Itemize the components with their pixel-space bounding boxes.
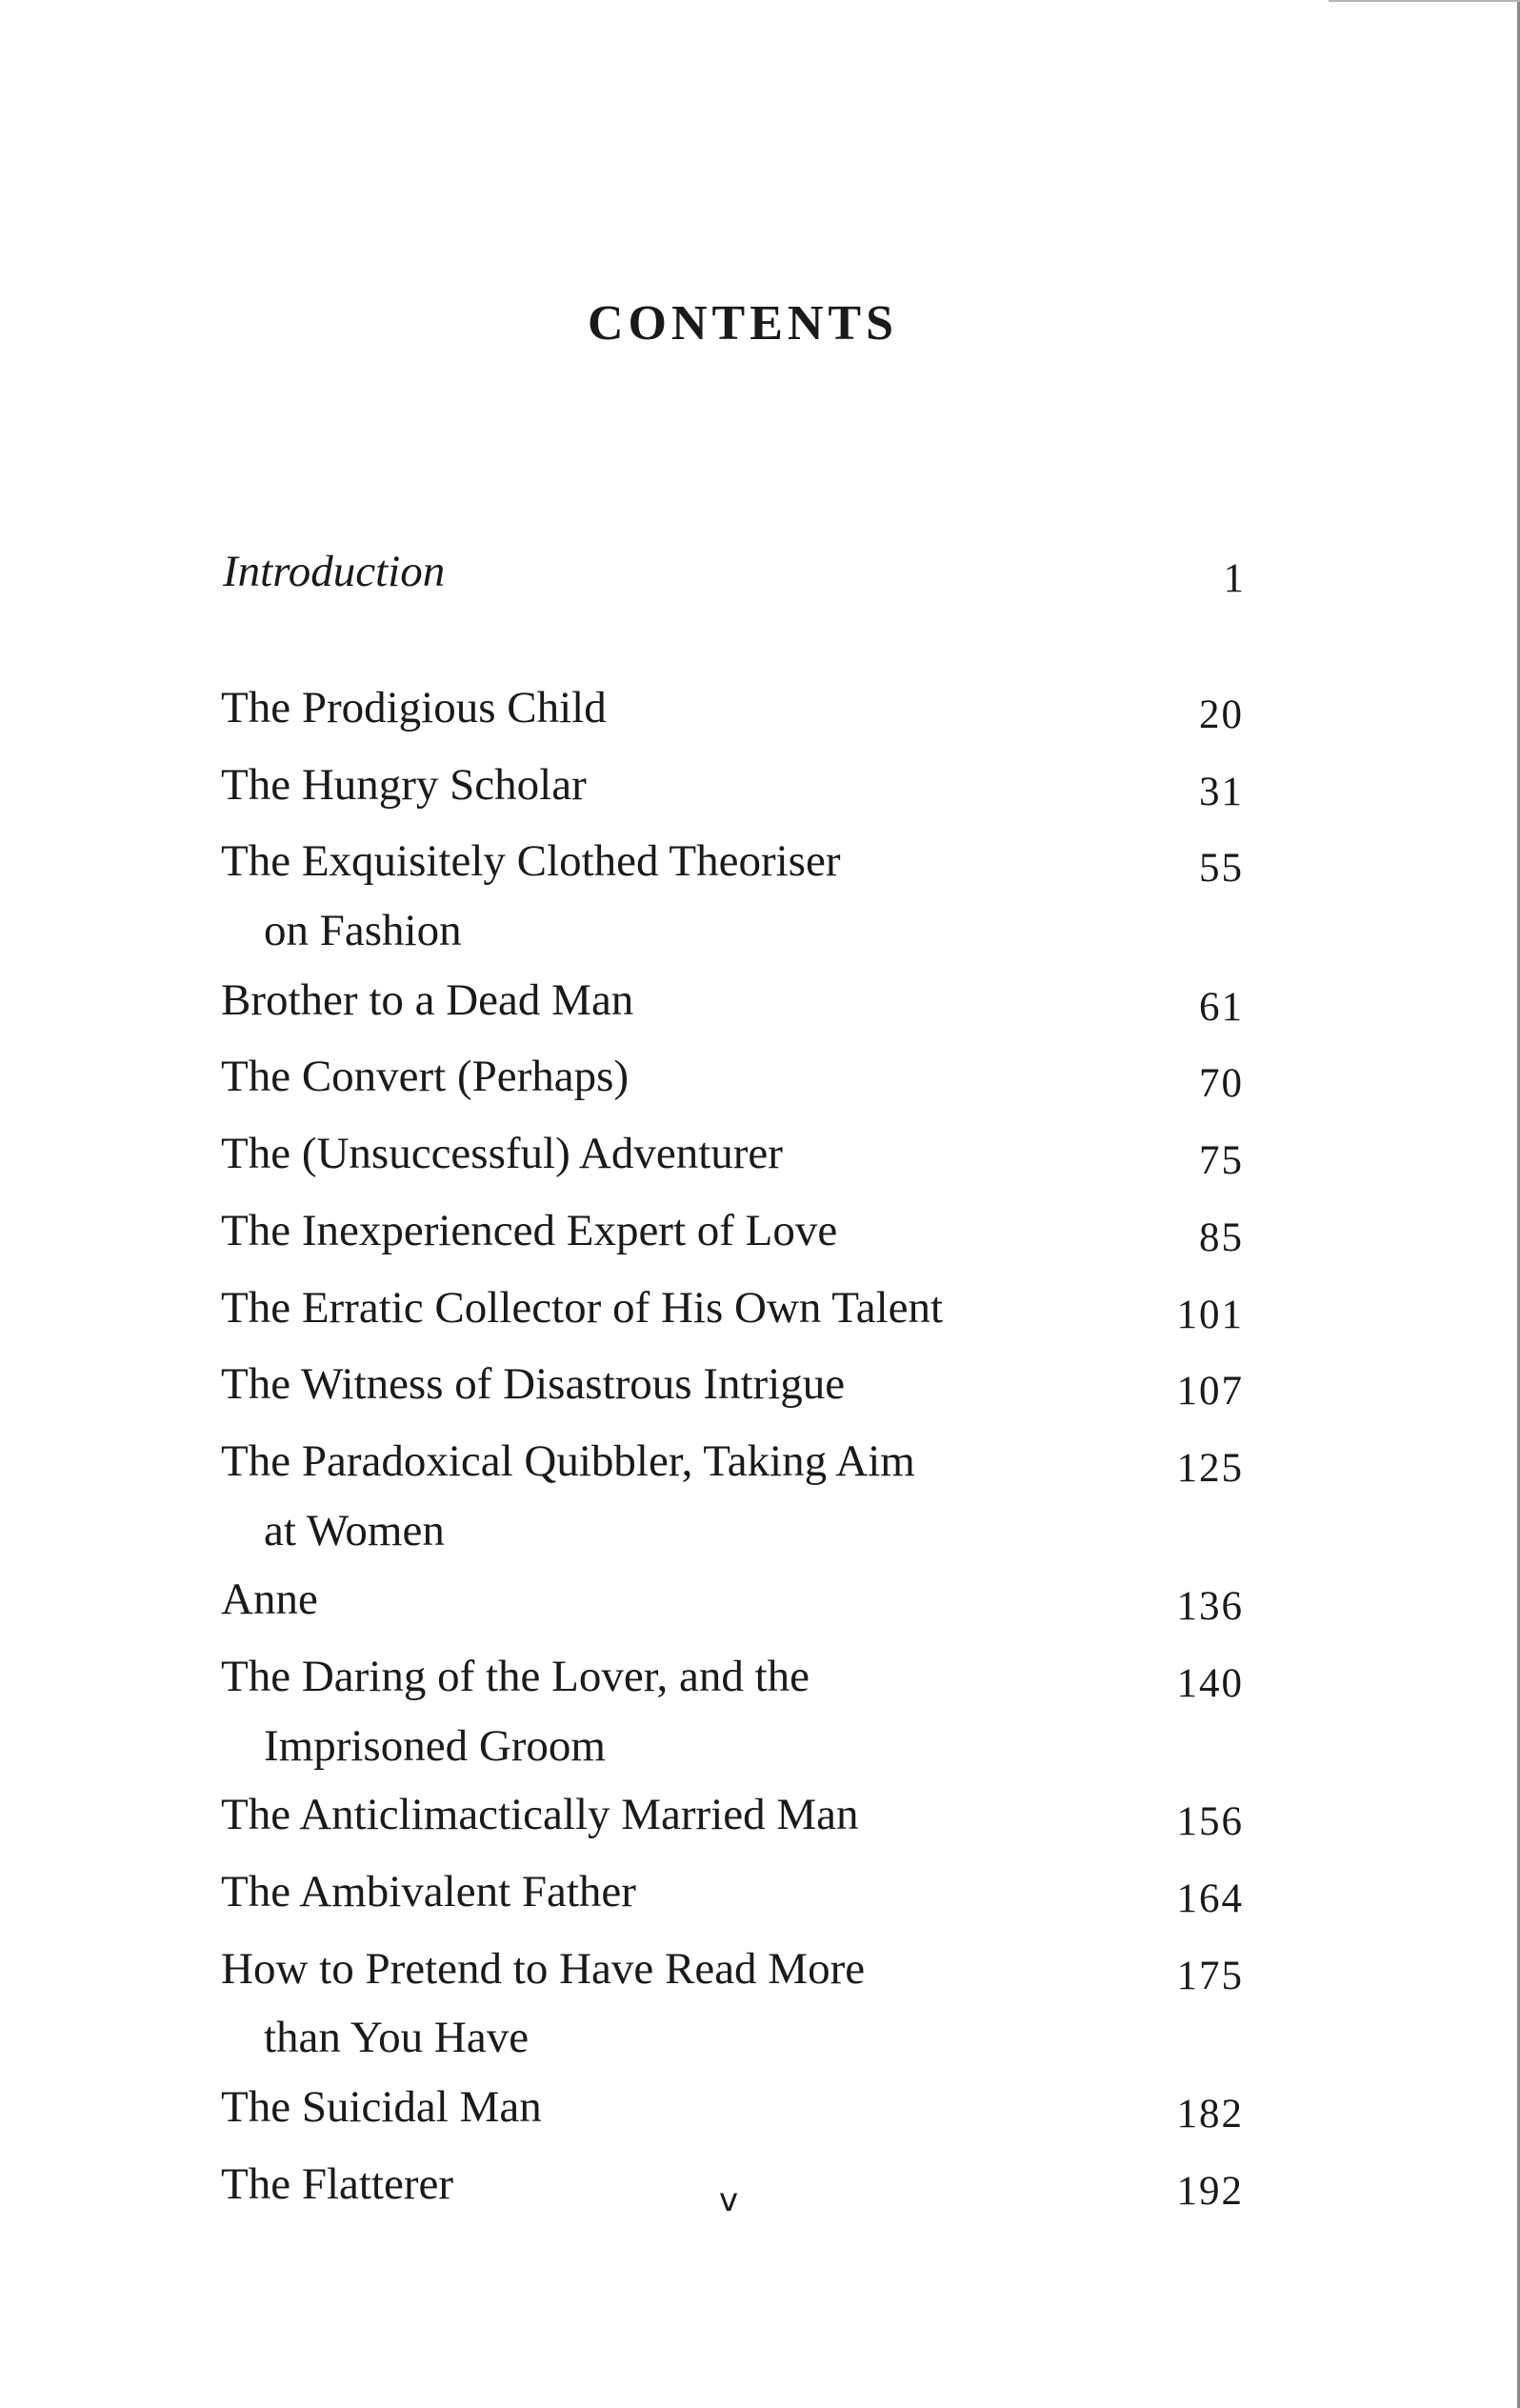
toc-entry-title <box>221 1642 810 1780</box>
toc-entry <box>221 1119 1244 1196</box>
page-folio: v <box>718 2181 739 2219</box>
toc-entry-title-line: The Ambivalent Father <box>221 1867 636 1916</box>
toc-entry-title <box>221 1935 865 2073</box>
toc-entry-title <box>221 751 587 820</box>
contents-heading: CONTENTS <box>587 295 899 351</box>
toc-entry-title <box>221 673 607 743</box>
toc-entry-title <box>221 1565 318 1635</box>
toc-entry-title-line: The Suicidal Man <box>221 2082 542 2133</box>
toc-entry-title-line: How to Pretend to Have Read More <box>221 1943 866 1994</box>
toc-entry-page-number: 107 <box>1176 1369 1244 1415</box>
toc-entry-title <box>221 1274 943 1343</box>
toc-entry <box>221 1350 1244 1427</box>
toc-entry-page-number: 136 <box>1176 1584 1244 1630</box>
toc-entry-title <box>221 966 633 1035</box>
toc-entry <box>221 751 1244 828</box>
toc-entry <box>221 1565 1244 1642</box>
toc-entry-page-number: 1 <box>1223 556 1244 601</box>
toc-entry-title-line: The Daring of the Lover, and the <box>221 1651 810 1701</box>
toc-entry-title-continuation: Imprisoned Groom <box>264 1720 606 1771</box>
toc-entry-page-number: 125 <box>1176 1445 1244 1491</box>
toc-entry-title <box>221 1780 859 1850</box>
toc-entry <box>221 1780 1244 1857</box>
toc-entry <box>221 673 1244 751</box>
toc-entry <box>221 1642 1244 1780</box>
page-edge-top <box>1329 0 1520 2</box>
toc-entry-title-line: The Inexperienced Expert of Love <box>221 1205 838 1255</box>
toc-entry <box>221 1935 1244 2073</box>
toc-entry-title <box>221 1427 915 1565</box>
toc-entry-title-line: The Prodigious Child <box>221 683 607 732</box>
toc-entry-page-number: 164 <box>1176 1876 1244 1921</box>
toc-entry-page-number: 70 <box>1199 1061 1244 1107</box>
toc-entry-page-number: 140 <box>1176 1660 1244 1706</box>
table-of-contents <box>221 673 1244 2226</box>
toc-entry <box>221 1857 1244 1935</box>
toc-entry-page-number: 182 <box>1176 2092 1244 2137</box>
toc-entry-title-line: The Erratic Collector of His Own Talent <box>221 1282 944 1333</box>
toc-entry-page-number: 31 <box>1199 769 1244 814</box>
toc-entry <box>221 827 1244 965</box>
toc-entry-title-line: The Exquisitely Clothed Theoriser <box>221 836 841 887</box>
toc-entry-introduction <box>223 538 1244 605</box>
toc-entry-title-continuation: at Women <box>264 1505 445 1555</box>
toc-entry-title-line: The Hungry Scholar <box>221 759 587 810</box>
toc-entry-page-number: 85 <box>1199 1214 1244 1260</box>
toc-entry-title <box>221 1857 636 1927</box>
toc-entry-page-number: 61 <box>1199 984 1244 1030</box>
toc-entry-title <box>221 1196 837 1266</box>
toc-entry-page-number: 55 <box>1199 846 1244 892</box>
toc-entry-title <box>221 1042 629 1112</box>
toc-entry-page-number: 192 <box>1176 2168 1244 2214</box>
toc-entry-title-continuation: on Fashion <box>264 906 462 956</box>
toc-entry-title-line: The (Unsuccessful) Adventurer <box>221 1129 783 1179</box>
toc-entry <box>221 1427 1244 1565</box>
toc-entry-title-line: Brother to a Dead Man <box>221 974 634 1025</box>
toc-entry-title-line: Anne <box>221 1575 318 1625</box>
toc-entry <box>221 966 1244 1043</box>
toc-entry-title <box>221 2073 542 2142</box>
toc-entry-title-line: The Paradoxical Quibbler, Taking Aim <box>221 1435 915 1486</box>
toc-entry-page-number: 156 <box>1176 1799 1244 1845</box>
toc-entry-title-line: The Anticlimactically Married Man <box>221 1790 859 1840</box>
toc-entry-page-number: 20 <box>1199 692 1244 737</box>
toc-entry-page-number: 101 <box>1176 1292 1244 1337</box>
toc-entry-title-continuation: than You Have <box>264 2013 530 2063</box>
toc-entry <box>221 1196 1244 1274</box>
toc-entry-page-number: 175 <box>1176 1953 1244 1998</box>
toc-entry <box>221 1042 1244 1119</box>
toc-entry-title-line: The Convert (Perhaps) <box>221 1052 630 1102</box>
toc-entry-title <box>221 1119 783 1189</box>
toc-entry <box>221 2073 1244 2150</box>
toc-entry-title-line: The Witness of Disastrous Intrigue <box>221 1359 846 1410</box>
toc-entry-title: Introduction <box>223 547 446 596</box>
toc-entry-title <box>221 827 840 965</box>
toc-entry <box>221 1274 1244 1351</box>
toc-entry-page-number: 75 <box>1199 1138 1244 1184</box>
toc-entry-title <box>221 1350 845 1419</box>
toc-entry-title-line: The Flatterer <box>221 2158 454 2209</box>
